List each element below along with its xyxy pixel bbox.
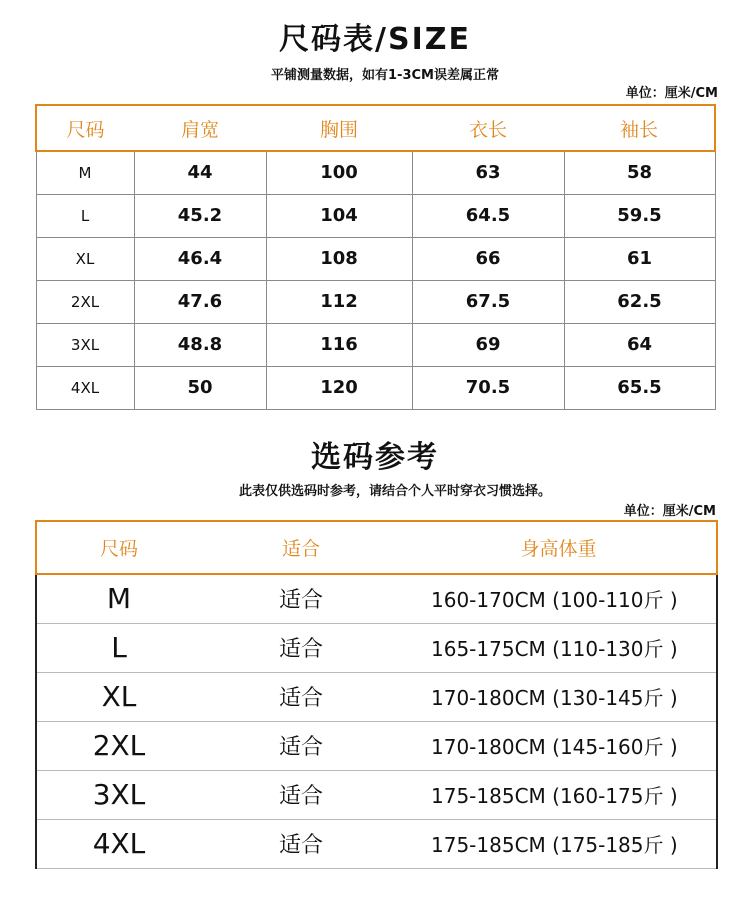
- table-row: [36, 323, 715, 366]
- table-row: [36, 623, 717, 672]
- cell-sleeve: 59.5: [564, 194, 715, 237]
- table-row: [36, 194, 715, 237]
- cell-chest: 120: [266, 366, 412, 409]
- cell-shoulder: 47.6: [134, 280, 266, 323]
- cell-length: 64.5: [412, 194, 564, 237]
- cell-fit: 适合: [201, 623, 401, 672]
- cell-length: 66: [412, 237, 564, 280]
- header-size: 尺码: [36, 521, 201, 574]
- size-guide-header-row: [36, 521, 717, 574]
- cell-height-weight: 170-180CM (145-160斤 ): [401, 721, 717, 770]
- cell-size: M: [36, 151, 134, 194]
- cell-shoulder: 48.8: [134, 323, 266, 366]
- size-chart-note: 平铺测量数据，如有1-3CM误差属正常: [271, 68, 499, 83]
- cell-size: M: [36, 574, 201, 623]
- table-row: [36, 574, 717, 623]
- table-row: [36, 672, 717, 721]
- cell-shoulder: 44: [134, 151, 266, 194]
- size-chart-table: [35, 104, 716, 410]
- cell-fit: 适合: [201, 672, 401, 721]
- header-size: 尺码: [36, 105, 134, 151]
- cell-size: 3XL: [36, 770, 201, 819]
- cell-chest: 112: [266, 280, 412, 323]
- table-row: [36, 151, 715, 194]
- size-chart-title: 尺码表/SIZE: [279, 22, 471, 57]
- cell-shoulder: 45.2: [134, 194, 266, 237]
- table-row: [36, 366, 715, 409]
- cell-sleeve: 64: [564, 323, 715, 366]
- header-chest: 胸围: [266, 105, 412, 151]
- cell-size: 2XL: [36, 280, 134, 323]
- header-fit: 适合: [201, 521, 401, 574]
- cell-chest: 104: [266, 194, 412, 237]
- cell-chest: 116: [266, 323, 412, 366]
- cell-fit: 适合: [201, 721, 401, 770]
- cell-height-weight: 175-185CM (175-185斤 ): [401, 819, 717, 868]
- cell-fit: 适合: [201, 574, 401, 623]
- cell-sleeve: 62.5: [564, 280, 715, 323]
- cell-fit: 适合: [201, 770, 401, 819]
- cell-size: 4XL: [36, 366, 134, 409]
- table-row: [36, 280, 715, 323]
- cell-height-weight: 165-175CM (110-130斤 ): [401, 623, 717, 672]
- cell-fit: 适合: [201, 819, 401, 868]
- cell-sleeve: 61: [564, 237, 715, 280]
- cell-chest: 108: [266, 237, 412, 280]
- cell-sleeve: 65.5: [564, 366, 715, 409]
- cell-shoulder: 46.4: [134, 237, 266, 280]
- cell-size: 3XL: [36, 323, 134, 366]
- header-length: 衣长: [412, 105, 564, 151]
- table-row: [36, 237, 715, 280]
- cell-height-weight: 160-170CM (100-110斤 ): [401, 574, 717, 623]
- size-guide-table: [35, 520, 718, 869]
- table-row: [36, 721, 717, 770]
- table-row: [36, 770, 717, 819]
- size-chart-unit: 单位：厘米/CM: [625, 86, 718, 101]
- size-guide-title: 选码参考: [311, 440, 439, 475]
- table-row: [36, 819, 717, 868]
- header-shoulder: 肩宽: [134, 105, 266, 151]
- cell-size: 2XL: [36, 721, 201, 770]
- cell-height-weight: 170-180CM (130-145斤 ): [401, 672, 717, 721]
- cell-sleeve: 58: [564, 151, 715, 194]
- cell-height-weight: 175-185CM (160-175斤 ): [401, 770, 717, 819]
- cell-size: L: [36, 623, 201, 672]
- cell-size: L: [36, 194, 134, 237]
- cell-chest: 100: [266, 151, 412, 194]
- size-guide-unit: 单位：厘米/CM: [623, 504, 716, 519]
- cell-shoulder: 50: [134, 366, 266, 409]
- size-guide-note: 此表仅供选码时参考，请结合个人平时穿衣习惯选择。: [238, 484, 551, 499]
- cell-length: 70.5: [412, 366, 564, 409]
- size-chart-header-row: [36, 105, 715, 151]
- cell-size: XL: [36, 672, 201, 721]
- cell-length: 63: [412, 151, 564, 194]
- cell-length: 67.5: [412, 280, 564, 323]
- header-height-weight: 身高体重: [401, 521, 717, 574]
- header-sleeve: 袖长: [564, 105, 715, 151]
- cell-size: 4XL: [36, 819, 201, 868]
- cell-length: 69: [412, 323, 564, 366]
- cell-size: XL: [36, 237, 134, 280]
